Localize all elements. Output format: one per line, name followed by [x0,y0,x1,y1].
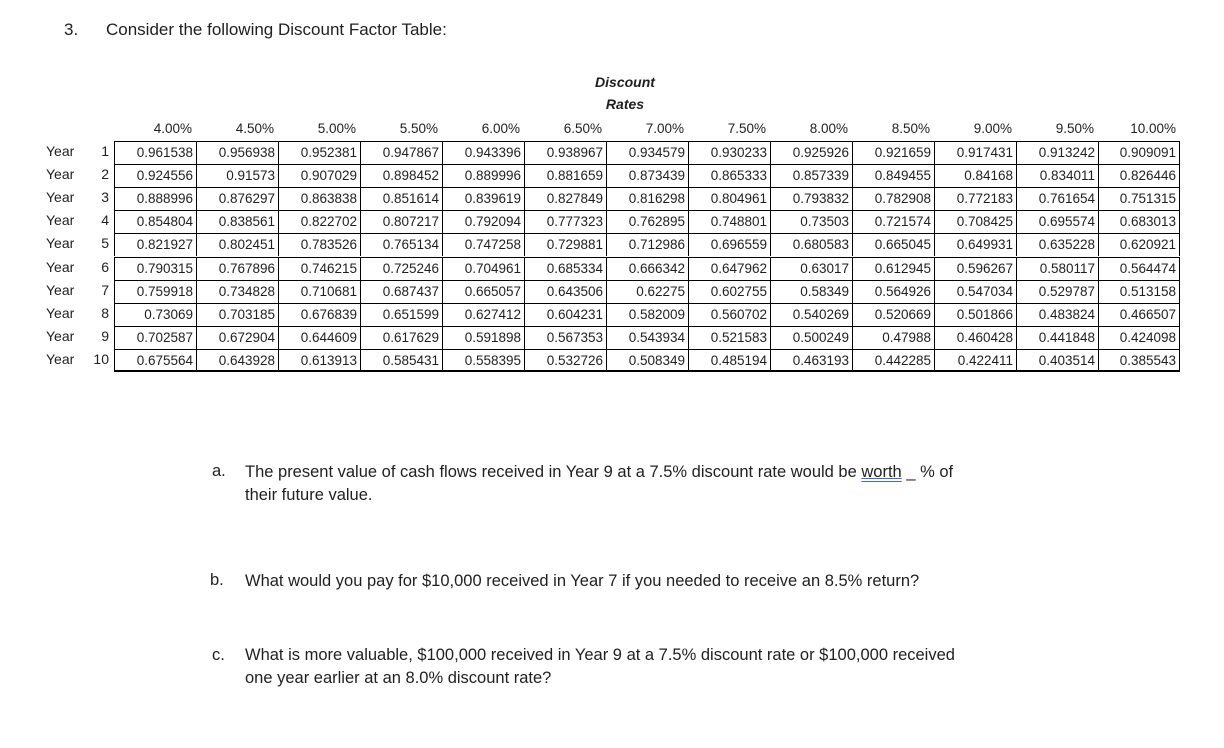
row-year-label: Year [46,212,75,228]
question-number: 3. [64,20,79,39]
table-cell: 0.888996 [114,187,196,210]
table-cell: 0.483824 [1016,303,1098,326]
table-cell: 0.708425 [934,210,1016,233]
table-cell: 0.644609 [278,326,360,349]
table-cell: 0.627412 [442,303,524,326]
table-cell: 0.508349 [606,349,688,372]
table-cell: 0.676839 [278,303,360,326]
table-cell: 0.947867 [360,141,442,164]
row-year-number: 5 [101,235,109,251]
part-c-line1: What is more valuable, $100,000 received in Year 9 at a 7.5% discount rate or $100,000 received [245,646,955,664]
table-cell: 0.564926 [852,280,934,303]
row-year-number: 4 [101,212,109,228]
table-cell: 0.838561 [196,210,278,233]
table-cell: 0.591898 [442,326,524,349]
part-b-text: What would you pay for $10,000 received in Year 7 if you needed to receive an 8.5% return? [245,572,920,590]
row-year-label: Year [46,328,75,344]
row-year-label: Year [46,166,75,182]
table-cell: 0.924556 [114,164,196,187]
table-cell: 0.582009 [606,303,688,326]
table-cell: 0.602755 [688,280,770,303]
table-cell: 0.761654 [1016,187,1098,210]
table-cell: 0.907029 [278,164,360,187]
table-cell: 0.73503 [770,210,852,233]
table-cell: 0.665045 [852,233,934,256]
table-cell: 0.63017 [770,257,852,280]
row-year-label: Year [46,143,75,159]
rate-header: 4.00% [153,121,192,136]
row-year-label: Year [46,259,75,275]
table-cell: 0.956938 [196,141,278,164]
table-cell: 0.567353 [524,326,606,349]
table-cell: 0.547034 [934,280,1016,303]
row-year-number: 10 [93,351,109,367]
table-cell: 0.442285 [852,349,934,372]
table-cell: 0.680583 [770,233,852,256]
table-cell: 0.952381 [278,141,360,164]
rate-header: 4.50% [235,121,274,136]
table-cell: 0.759918 [114,280,196,303]
table-cell: 0.943396 [442,141,524,164]
part-a-worth: worth [861,463,902,481]
table-cell: 0.704961 [442,257,524,280]
part-a-text-before: The present value of cash flows received in Year 9 at a 7.5% discount rate would be [245,463,862,481]
table-cell: 0.792094 [442,210,524,233]
table-cell: 0.643506 [524,280,606,303]
table-cell: 0.620921 [1098,233,1180,256]
table-cell: 0.827849 [524,187,606,210]
table-cell: 0.558395 [442,349,524,372]
part-b-letter: b. [210,571,224,589]
table-cell: 0.84168 [934,164,1016,187]
table-cell: 0.460428 [934,326,1016,349]
row-year-label: Year [46,189,75,205]
table-cell: 0.604231 [524,303,606,326]
row-year-label: Year [46,351,75,367]
table-cell: 0.913242 [1016,141,1098,164]
table-cell: 0.851614 [360,187,442,210]
table-cell: 0.513158 [1098,280,1180,303]
table-cell: 0.934579 [606,141,688,164]
rate-header: 7.50% [727,121,766,136]
table-cell: 0.854804 [114,210,196,233]
table-cell: 0.58349 [770,280,852,303]
rate-header: 8.50% [891,121,930,136]
table-cell: 0.729881 [524,233,606,256]
table-cell: 0.687437 [360,280,442,303]
row-year-label: Year [46,235,75,251]
table-cell: 0.826446 [1098,164,1180,187]
table-cell: 0.91573 [196,164,278,187]
table-cell: 0.47988 [852,326,934,349]
table-cell: 0.403514 [1016,349,1098,372]
table-cell: 0.925926 [770,141,852,164]
table-cell: 0.748801 [688,210,770,233]
part-a-text [245,461,1045,507]
table-cell: 0.647962 [688,257,770,280]
table-cell: 0.938967 [524,141,606,164]
table-cell: 0.649931 [934,233,1016,256]
part-a-text-after: _ % of [901,463,954,481]
table-cell: 0.520669 [852,303,934,326]
table-cell: 0.710681 [278,280,360,303]
table-cell: 0.917431 [934,141,1016,164]
table-cell: 0.564474 [1098,257,1180,280]
table-cell: 0.685334 [524,257,606,280]
table-cell: 0.751315 [1098,187,1180,210]
table-cell: 0.898452 [360,164,442,187]
table-cell: 0.532726 [524,349,606,372]
table-cell: 0.863838 [278,187,360,210]
table-cell: 0.585431 [360,349,442,372]
table-cell: 0.500249 [770,326,852,349]
rate-header: 10.00% [1130,121,1176,136]
table-cell: 0.873439 [606,164,688,187]
row-year-label: Year [46,305,75,321]
table-cell: 0.876297 [196,187,278,210]
table-cell: 0.580117 [1016,257,1098,280]
table-cell: 0.635228 [1016,233,1098,256]
table-cell: 0.703185 [196,303,278,326]
row-year-number: 1 [101,143,109,159]
table-cell: 0.822702 [278,210,360,233]
table-cell: 0.695574 [1016,210,1098,233]
table-cell: 0.762895 [606,210,688,233]
part-c-line2: one year earlier at an 8.0% discount rate? [245,669,552,687]
table-cell: 0.696559 [688,233,770,256]
table-cell: 0.73069 [114,303,196,326]
table-cell: 0.666342 [606,257,688,280]
table-cell: 0.802451 [196,233,278,256]
table-cell: 0.889996 [442,164,524,187]
table-cell: 0.782908 [852,187,934,210]
table-cell: 0.385543 [1098,349,1180,372]
table-cell: 0.665057 [442,280,524,303]
table-cell: 0.441848 [1016,326,1098,349]
table-cell: 0.930233 [688,141,770,164]
table-cell: 0.777323 [524,210,606,233]
table-cell: 0.793832 [770,187,852,210]
row-year-number: 8 [101,305,109,321]
table-cell: 0.857339 [770,164,852,187]
table-cell: 0.783526 [278,233,360,256]
row-year-number: 9 [101,328,109,344]
table-cell: 0.422411 [934,349,1016,372]
row-year-number: 3 [101,189,109,205]
rate-header: 9.50% [1055,121,1094,136]
table-cell: 0.746215 [278,257,360,280]
table-cell: 0.961538 [114,141,196,164]
table-cell: 0.543934 [606,326,688,349]
table-cell: 0.804961 [688,187,770,210]
table-cell: 0.721574 [852,210,934,233]
table-cell: 0.865333 [688,164,770,187]
table-cell: 0.702587 [114,326,196,349]
table-cell: 0.683013 [1098,210,1180,233]
table-cell: 0.485194 [688,349,770,372]
table-cell: 0.643928 [196,349,278,372]
table-header-rates: Rates [605,96,645,112]
table-cell: 0.839619 [442,187,524,210]
question-text: Consider the following Discount Factor Table: [106,20,447,39]
table-cell: 0.712986 [606,233,688,256]
table-cell: 0.521583 [688,326,770,349]
table-cell: 0.672904 [196,326,278,349]
table-cell: 0.501866 [934,303,1016,326]
part-c-text [245,644,1065,690]
table-cell: 0.909091 [1098,141,1180,164]
table-cell: 0.834011 [1016,164,1098,187]
table-cell: 0.560702 [688,303,770,326]
table-cell: 0.466507 [1098,303,1180,326]
row-year-label: Year [46,282,75,298]
rate-header: 6.50% [563,121,602,136]
table-cell: 0.463193 [770,349,852,372]
table-cell: 0.807217 [360,210,442,233]
table-cell: 0.613913 [278,349,360,372]
table-cell: 0.765134 [360,233,442,256]
row-year-number: 2 [101,166,109,182]
part-c-letter: c. [212,646,225,664]
rate-header: 7.00% [645,121,684,136]
table-cell: 0.596267 [934,257,1016,280]
table-cell: 0.734828 [196,280,278,303]
table-cell: 0.821927 [114,233,196,256]
part-a-letter: a. [212,462,226,480]
rate-header: 8.00% [809,121,848,136]
table-cell: 0.612945 [852,257,934,280]
table-cell: 0.675564 [114,349,196,372]
table-cell: 0.767896 [196,257,278,280]
table-cell: 0.816298 [606,187,688,210]
table-cell: 0.881659 [524,164,606,187]
rate-header: 5.00% [317,121,356,136]
table-cell: 0.62275 [606,280,688,303]
row-year-number: 7 [101,282,109,298]
table-cell: 0.790315 [114,257,196,280]
table-cell: 0.651599 [360,303,442,326]
part-a-line2: their future value. [245,486,373,504]
row-year-number: 6 [101,259,109,275]
table-header-discount: Discount [595,74,655,90]
table-cell: 0.725246 [360,257,442,280]
table-cell: 0.617629 [360,326,442,349]
table-cell: 0.747258 [442,233,524,256]
rate-header: 9.00% [973,121,1012,136]
table-cell: 0.849455 [852,164,934,187]
table-cell: 0.772183 [934,187,1016,210]
table-cell: 0.540269 [770,303,852,326]
table-cell: 0.921659 [852,141,934,164]
rate-header: 6.00% [481,121,520,136]
table-cell: 0.424098 [1098,326,1180,349]
table-cell: 0.529787 [1016,280,1098,303]
rate-header: 5.50% [399,121,438,136]
